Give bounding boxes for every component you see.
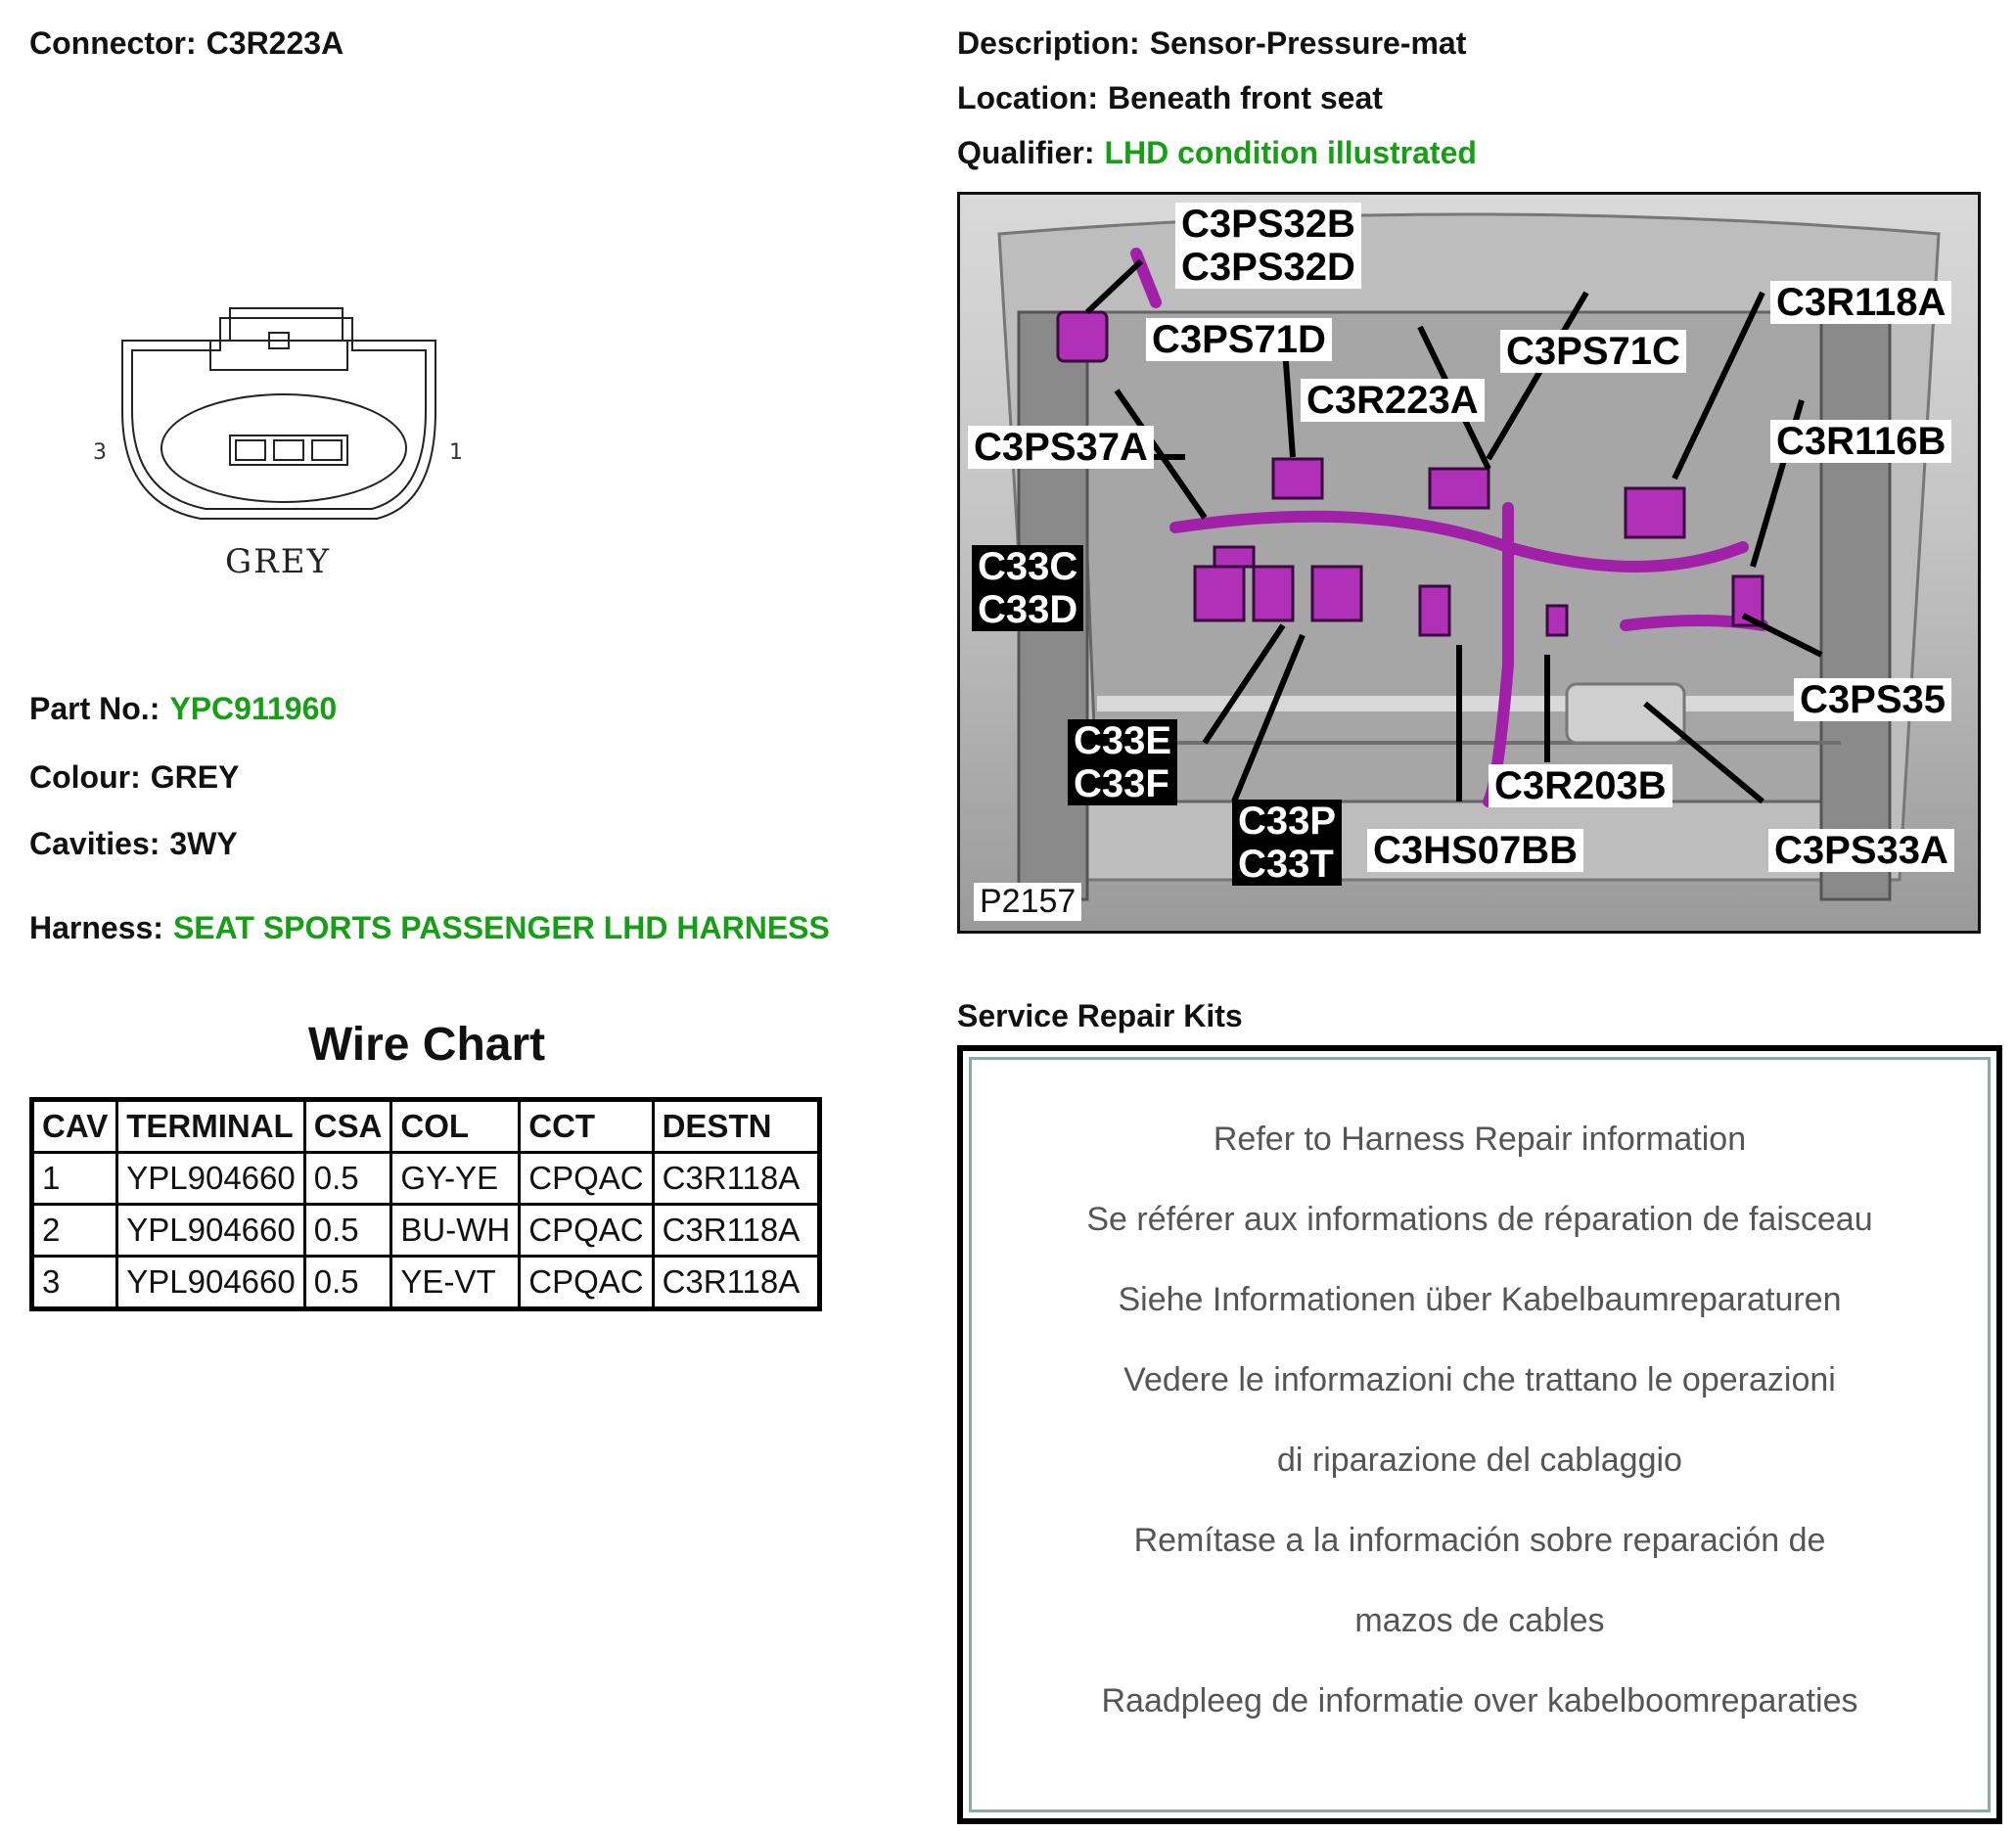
service-repair-box	[957, 1045, 2002, 1824]
callout-c3hs07bb: C3HS07BB	[1367, 829, 1583, 872]
location-field	[957, 80, 1383, 116]
header-cav: CAV	[32, 1100, 117, 1153]
qualifier-value: LHD condition illustrated	[1104, 135, 1477, 170]
pin-3-label: 3	[93, 440, 107, 465]
callout-c3ps35: C3PS35	[1794, 678, 1951, 721]
callout-c3ps32b-c3ps32d	[1175, 203, 1361, 289]
table-header-row	[32, 1100, 820, 1153]
cell-destn: C3R118A	[653, 1153, 819, 1205]
connector-colour-label: GREY	[225, 542, 332, 581]
description-value: Sensor-Pressure-mat	[1149, 25, 1467, 61]
table-row	[32, 1257, 820, 1309]
repair-line-es-2: mazos de cables	[1354, 1602, 1605, 1639]
harness-field	[29, 910, 830, 946]
cell-cav: 3	[32, 1257, 117, 1309]
qualifier-field	[957, 135, 1477, 171]
description-label: Description:	[957, 25, 1140, 61]
header-csa: CSA	[304, 1100, 391, 1153]
service-repair-heading: Service Repair Kits	[957, 998, 1243, 1033]
pin-1-label: 1	[449, 440, 463, 465]
header-col: COL	[391, 1100, 520, 1153]
connector-face-drawing	[93, 294, 484, 587]
cell-terminal: YPL904660	[117, 1153, 305, 1205]
callout-c3r223a: C3R223A	[1301, 379, 1485, 422]
harness-label: Harness:	[29, 910, 163, 945]
header-cct: CCT	[520, 1100, 653, 1153]
service-repair-inner-frame	[969, 1057, 1991, 1812]
cell-cct: CPQAC	[520, 1153, 653, 1205]
cell-col: YE-VT	[391, 1257, 520, 1309]
repair-line-nl: Raadpleeg de informatie over kabelboomreparaties	[1101, 1682, 1858, 1719]
cell-csa: 0.5	[304, 1153, 391, 1205]
cavities-field	[29, 826, 238, 862]
callout-c3ps32-text: C3PS32B C3PS32D	[1181, 203, 1355, 289]
cell-col: GY-YE	[391, 1153, 520, 1205]
part-no-field	[29, 691, 337, 727]
header-terminal: TERMINAL	[117, 1100, 305, 1153]
cell-csa: 0.5	[304, 1257, 391, 1309]
location-label: Location:	[957, 80, 1098, 115]
callout-c33e-c33f: C33E C33F	[1068, 719, 1177, 805]
header-destn: DESTN	[653, 1100, 819, 1153]
cell-destn: C3R118A	[653, 1205, 819, 1257]
colour-label: Colour:	[29, 759, 141, 795]
repair-line-fr: Se référer aux informations de réparation de faisceau	[1086, 1201, 1873, 1238]
connector-field	[29, 25, 344, 62]
cell-cct: CPQAC	[520, 1205, 653, 1257]
table-row	[32, 1205, 820, 1257]
callout-c3r203b: C3R203B	[1489, 764, 1672, 807]
cell-terminal: YPL904660	[117, 1257, 305, 1309]
cell-col: BU-WH	[391, 1205, 520, 1257]
description-field	[957, 25, 1466, 62]
part-no-label: Part No.:	[29, 691, 160, 726]
colour-value: GREY	[150, 759, 240, 795]
location-photo	[957, 192, 1981, 934]
callout-c3ps71c: C3PS71C	[1500, 330, 1686, 373]
qualifier-label: Qualifier:	[957, 135, 1095, 170]
cavities-value: 3WY	[169, 826, 238, 861]
location-value: Beneath front seat	[1107, 80, 1383, 115]
connector-label: Connector:	[29, 25, 197, 61]
cell-cav: 2	[32, 1205, 117, 1257]
connector-value: C3R223A	[206, 25, 344, 61]
wire-chart-title: Wire Chart	[307, 1019, 546, 1071]
cell-cav: 1	[32, 1153, 117, 1205]
photo-reference-number: P2157	[974, 883, 1081, 921]
callout-c33p-c33t: C33P C33T	[1232, 800, 1342, 886]
repair-line-de: Siehe Informationen über Kabelbaumreparaturen	[1118, 1281, 1842, 1318]
cell-destn: C3R118A	[653, 1257, 819, 1309]
repair-line-it-1: Vedere le informazioni che trattano le operazioni	[1123, 1361, 1836, 1398]
colour-field	[29, 759, 239, 796]
harness-value: SEAT SPORTS PASSENGER LHD HARNESS	[172, 910, 830, 945]
callout-c33c-c33d: C33C C33D	[972, 545, 1083, 631]
callout-c3r118a: C3R118A	[1770, 281, 1951, 324]
wire-chart-table	[29, 1097, 822, 1311]
table-row	[32, 1153, 820, 1205]
cell-csa: 0.5	[304, 1205, 391, 1257]
callout-c3r116b: C3R116B	[1770, 420, 1951, 463]
callout-c3ps33a: C3PS33A	[1768, 829, 1954, 872]
cavities-label: Cavities:	[29, 826, 160, 861]
cell-terminal: YPL904660	[117, 1205, 305, 1257]
repair-line-en: Refer to Harness Repair information	[1213, 1121, 1747, 1158]
repair-line-it-2: di riparazione del cablaggio	[1277, 1442, 1682, 1479]
callout-c3ps71d: C3PS71D	[1146, 318, 1332, 361]
callout-c3ps37a: C3PS37A	[968, 426, 1154, 469]
cell-cct: CPQAC	[520, 1257, 653, 1309]
repair-line-es-1: Remítase a la información sobre reparación de	[1133, 1522, 1826, 1559]
part-no-value: YPC911960	[169, 691, 338, 726]
